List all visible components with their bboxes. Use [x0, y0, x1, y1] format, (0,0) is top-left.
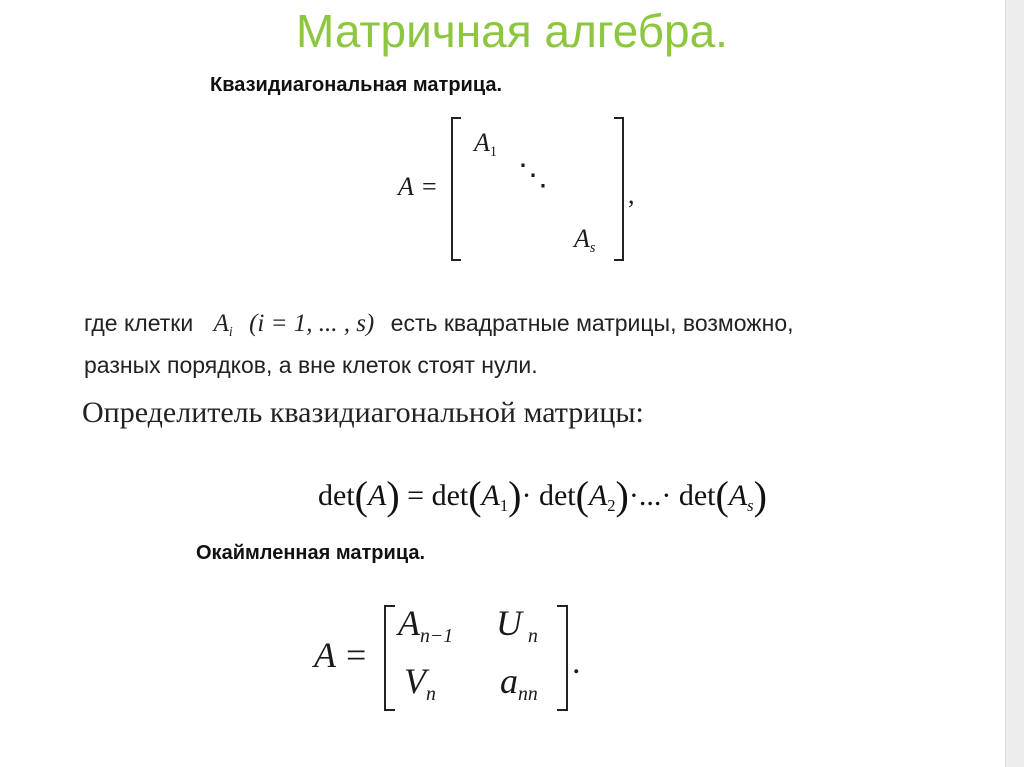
element-a-nn: ann — [500, 661, 538, 705]
bordered-heading: Окаймленная матрица. — [196, 542, 426, 564]
slide-title: Матричная алгебра. — [296, 5, 728, 57]
explanation-paragraph — [84, 304, 984, 384]
cell-range: (i = 1, ... , s) — [249, 310, 375, 337]
left-bracket — [447, 116, 467, 262]
determinant-formula: det(A) = det(A1)· det(A2)·...· det(As) — [318, 473, 767, 518]
paragraph-line-2: разных порядков, а вне клеток стоят нули. — [84, 352, 538, 378]
trailing-comma: , — [628, 180, 635, 209]
right-bracket — [552, 604, 572, 712]
block-a1: A1 — [474, 128, 498, 160]
right-bracket — [608, 116, 628, 262]
paragraph-line-1: где клетки Ai (i = 1, ... , s) есть квадратные матрицы, возможно, — [84, 310, 794, 339]
equals-sign: = — [422, 172, 437, 201]
quasidiagonal-matrix-formula — [392, 112, 652, 264]
block-u-n: Un — [496, 603, 538, 647]
matrix-lhs: A — [398, 172, 414, 201]
block-a-n-1: An−1 — [398, 603, 454, 647]
diagonal-dots: ⋱ — [518, 159, 548, 192]
determinant-heading: Определитель квазидиагональной матрицы: — [82, 396, 644, 429]
matrix-lhs: A — [314, 635, 336, 675]
quasidiagonal-heading: Квазидиагональная матрица. — [210, 74, 503, 96]
scrollbar[interactable] — [1005, 0, 1024, 767]
cell-symbol: Ai — [213, 310, 233, 339]
left-bracket — [380, 604, 400, 712]
trailing-period: . — [572, 644, 581, 681]
bordered-matrix-formula — [312, 600, 602, 718]
block-as: As — [574, 224, 596, 256]
equals-sign: = — [346, 635, 367, 675]
block-v-n: Vn — [404, 661, 436, 705]
